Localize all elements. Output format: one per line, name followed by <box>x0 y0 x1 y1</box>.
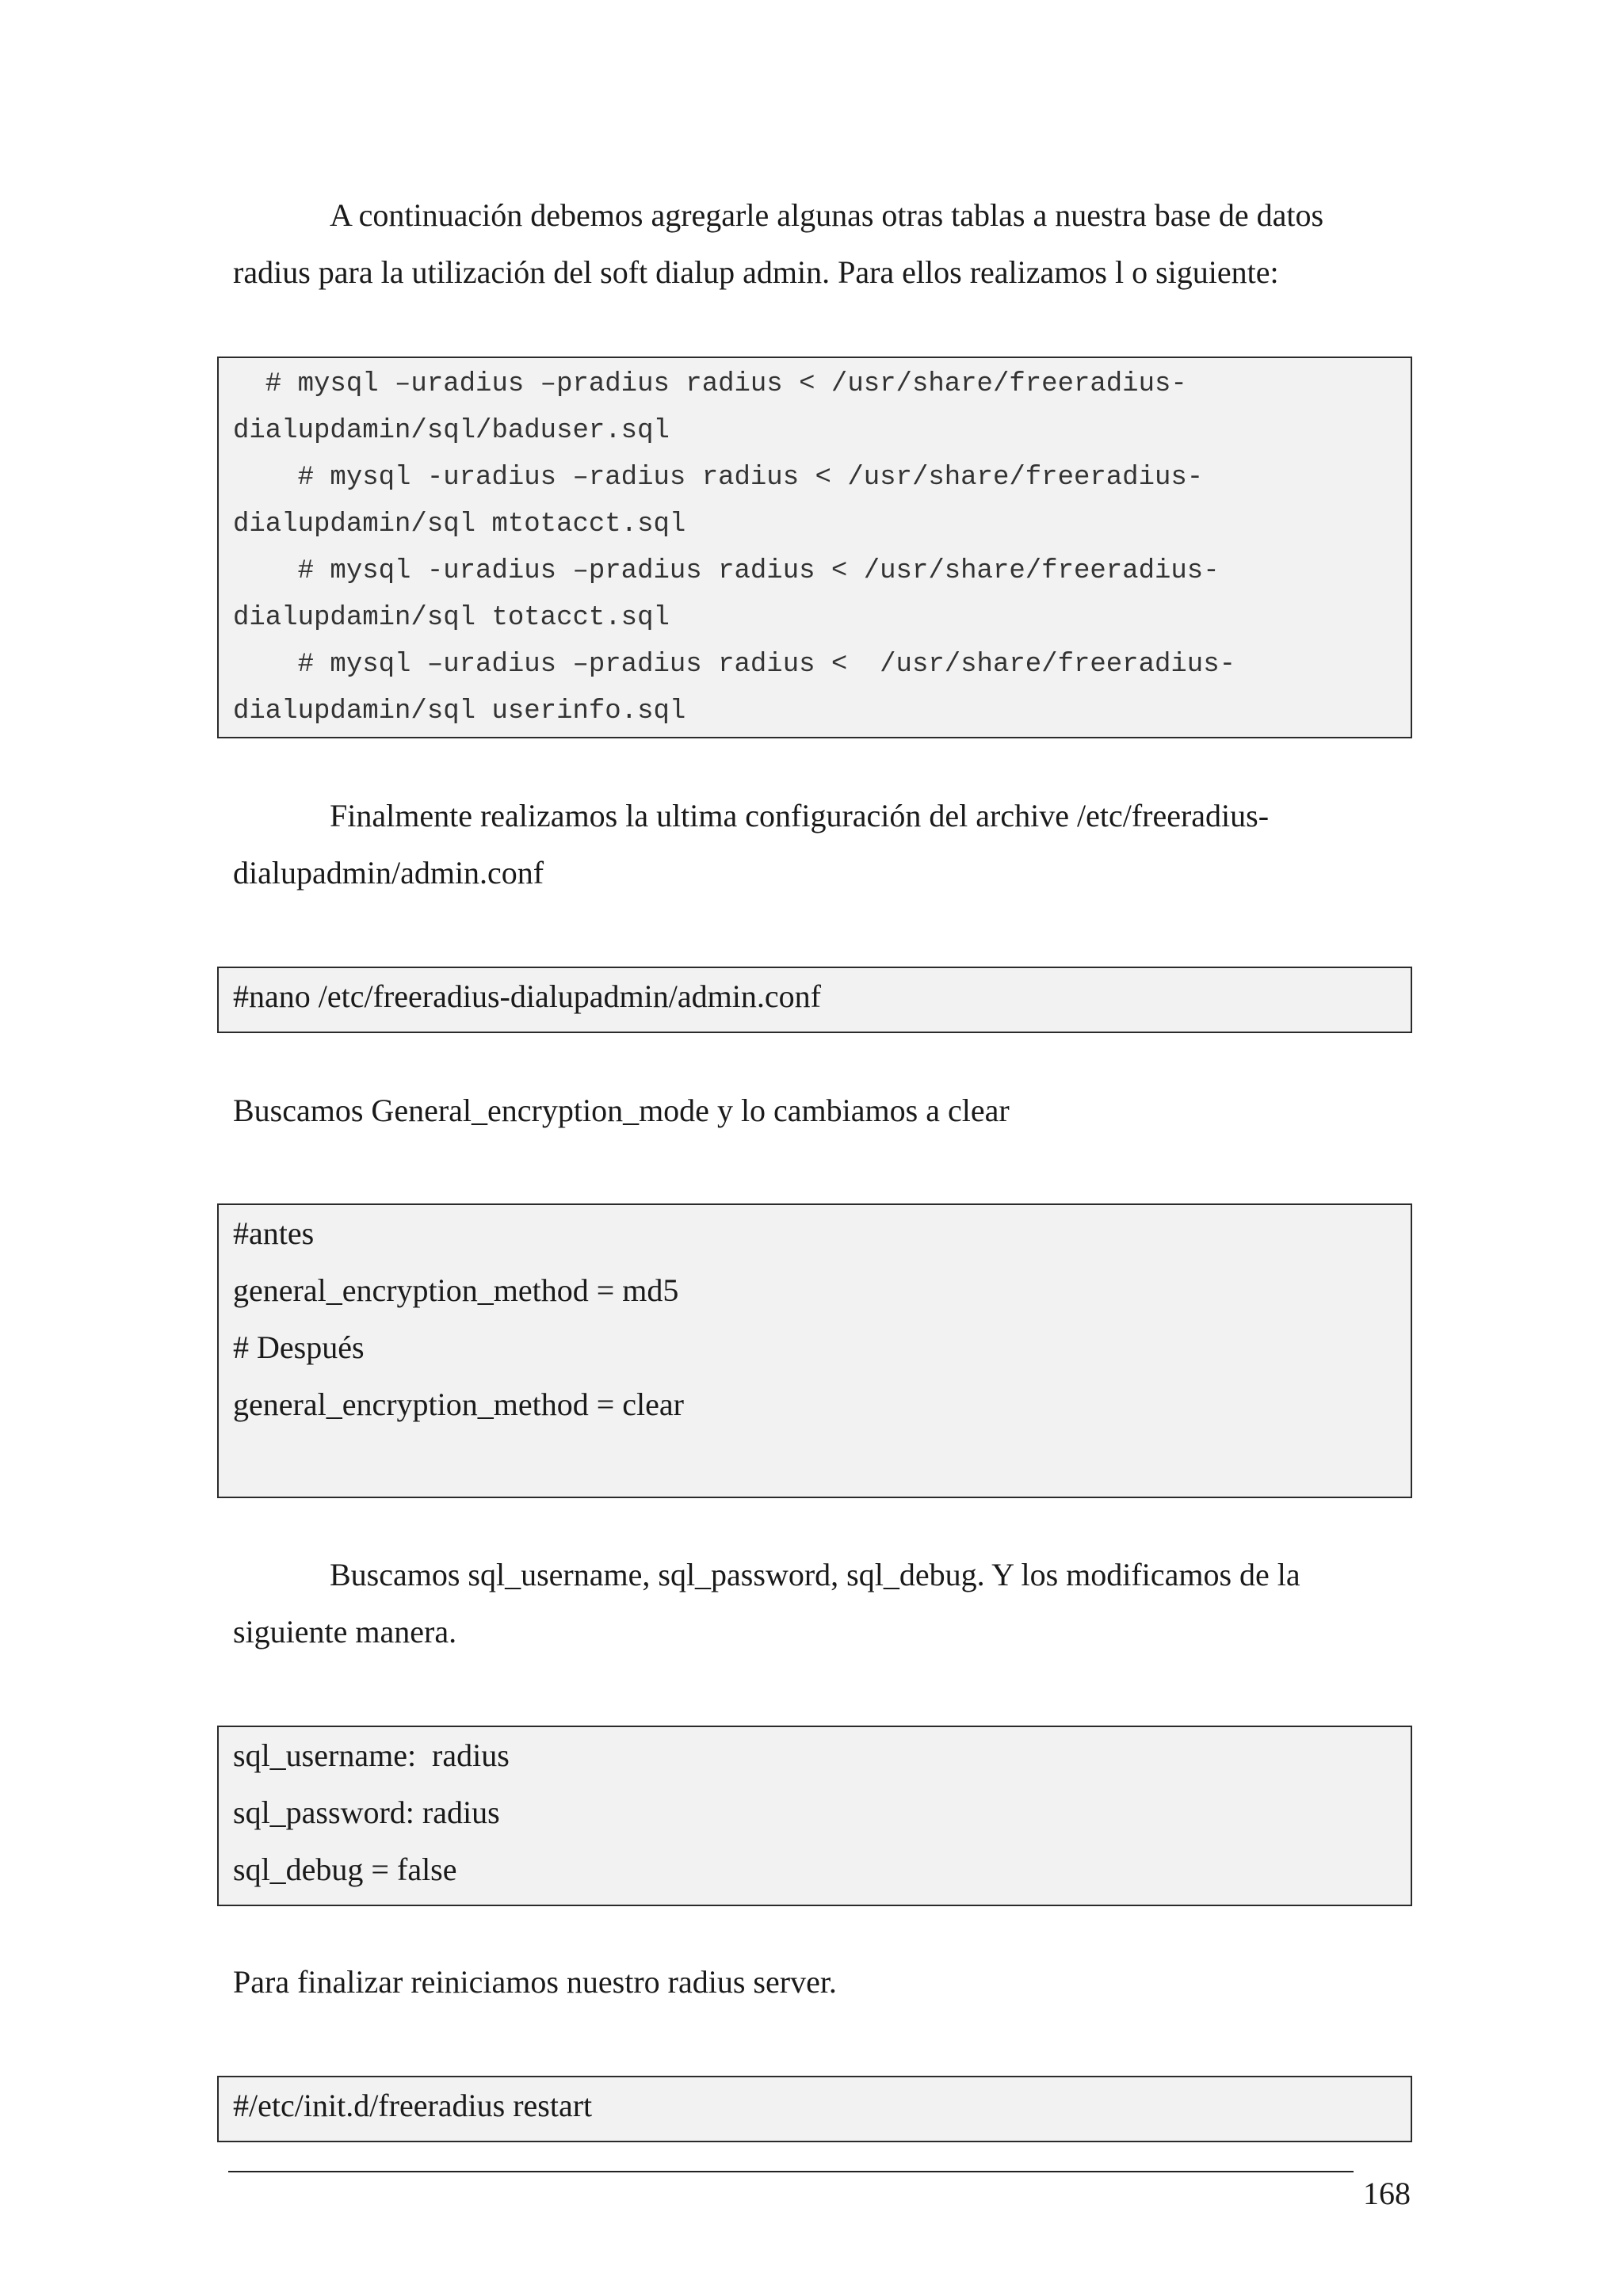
encryption-text: Buscamos General_encryption_mode y lo cambiamos a clear <box>233 1093 1010 1128</box>
code-line: dialupdamin/sql mtotacct.sql <box>233 509 686 540</box>
code-line: general_encryption_method = clear <box>233 1386 684 1422</box>
intro-line-2: radius para la utilización del soft dialup admin. Para ellos realizamos l o siguiente: <box>233 254 1279 290</box>
code-line: sql_debug = false <box>233 1852 457 1887</box>
code-line: dialupdamin/sql userinfo.sql <box>233 696 686 727</box>
sql-line-1: Buscamos sql_username, sql_password, sql_debug. Y los modificamos de la <box>330 1557 1300 1592</box>
final-config-paragraph <box>233 788 1414 902</box>
sql-line-2: siguiente manera. <box>233 1614 457 1650</box>
mysql-commands-block <box>217 357 1412 738</box>
restart-text: Para finalizar reiniciamos nuestro radius server. <box>233 1964 837 2000</box>
footer-rule <box>228 2171 1354 2172</box>
restart-command-block <box>217 2076 1412 2142</box>
code-line: sql_password: radius <box>233 1794 500 1830</box>
code-line: # Después <box>233 1329 365 1365</box>
code-line: # mysql -uradius –radius radius < /usr/share/freeradius- <box>233 463 1204 493</box>
code-line: # mysql -uradius –pradius radius < /usr/share/freeradius- <box>233 556 1220 586</box>
code-line: # mysql –uradius –pradius radius < /usr/share/freeradius- <box>233 369 1187 399</box>
sql-paragraph <box>233 1547 1414 1661</box>
code-line: # mysql –uradius –pradius radius < /usr/share/freeradius- <box>233 650 1236 680</box>
code-line: general_encryption_method = md5 <box>233 1272 679 1308</box>
code-line: dialupdamin/sql totacct.sql <box>233 603 670 633</box>
nano-command-block <box>217 967 1412 1033</box>
code-line: #/etc/init.d/freeradius restart <box>233 2088 593 2123</box>
encryption-paragraph <box>233 1082 1414 1139</box>
intro-paragraph <box>233 187 1414 301</box>
final-config-line-2: dialupadmin/admin.conf <box>233 855 544 891</box>
intro-line-1: A continuación debemos agregarle algunas otras tablas a nuestra base de datos <box>330 197 1324 233</box>
restart-paragraph <box>233 1954 1414 2011</box>
encryption-method-block <box>217 1203 1412 1498</box>
code-line: sql_username: radius <box>233 1737 510 1773</box>
final-config-line-1: Finalmente realizamos la ultima configuración del archive /etc/freeradius- <box>330 798 1270 833</box>
page-number: 168 <box>1363 2176 1411 2211</box>
code-line: dialupdamin/sql/baduser.sql <box>233 416 670 446</box>
code-line: #nano /etc/freeradius-dialupadmin/admin.conf <box>233 978 821 1014</box>
code-line: #antes <box>233 1215 315 1251</box>
sql-settings-block <box>217 1726 1412 1906</box>
